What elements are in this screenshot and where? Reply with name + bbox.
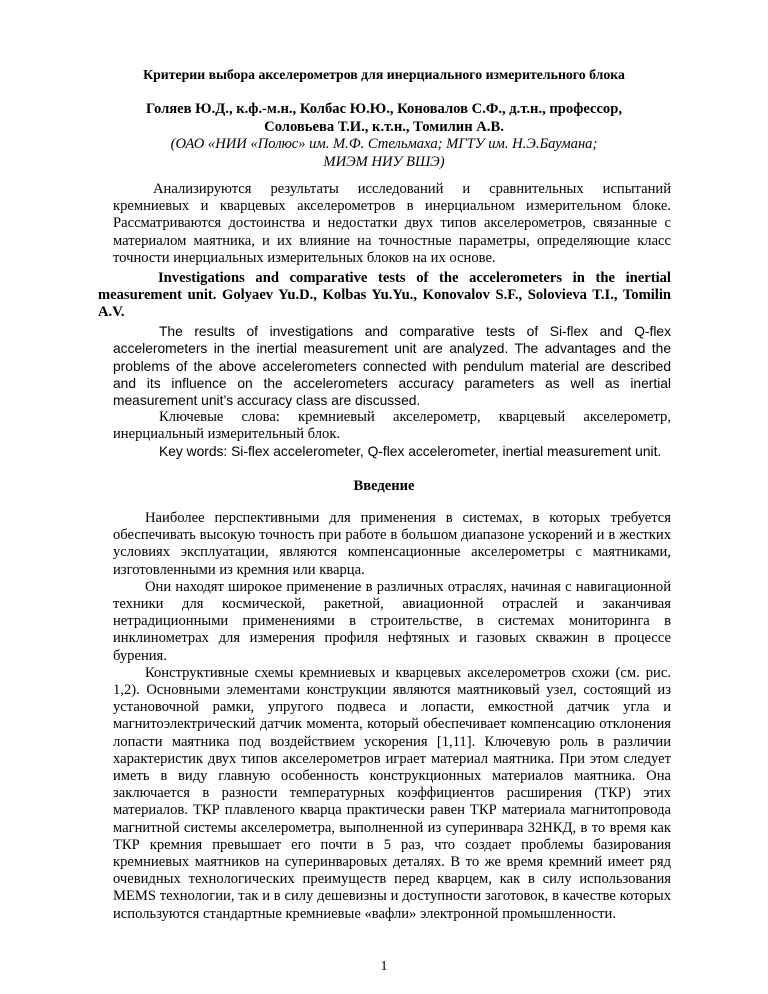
keywords-english [113, 443, 671, 460]
affiliation [0, 135, 768, 171]
affiliation-line-2: МИЭМ НИУ ВШЭ) [323, 154, 445, 170]
keywords-english-text: Key words: Si-flex accelerometer, Q-flex accelerometer, inertial measurement unit. [159, 444, 662, 459]
author-line-1: Голяев Ю.Д., к.ф.-м.н., Колбас Ю.Ю., Коновалов С.Ф., д.т.н., профессор, [145, 101, 622, 117]
body-text [113, 510, 671, 923]
keywords-russian [113, 409, 671, 443]
abstract-russian-text: Анализируются результаты исследований и сравнительных испытаний кремниевых и кварцевых акселерометров в инерциальном измерительном блоке. Рассматриваются достоинства и недостатки двух типов акселерометров, связанные с материалом маятника, и их влияние на точностные параметры, определяющие класс точности инерциальных измерительных блоков на их основе. [113, 181, 671, 266]
keywords-russian-text: Ключевые слова: кремниевый акселерометр, кварцевый акселерометр, инерциальный измерительный блок. [113, 409, 671, 443]
abstract-english [113, 323, 671, 409]
page-number: 1 [380, 959, 388, 974]
body-paragraph: Они находят широкое применение в различных отраслях, начиная с навигационной техники для космической, ракетной, авиационной отраслей и заканчивая нетрадиционными применениями в строительстве, в системах мониторинга в инклинометрах для измерения профиля нефтяных и газовых скважин в процессе бурения. [113, 578, 671, 664]
body-paragraph: Конструктивные схемы кремниевых и кварцевых акселерометров схожи (см. рис. 1,2). Основными элементами конструкции являются маятниковый узел, состоящий из установочной рамки, упругого подвеса и лопасти, емкостной датчик угла и магнитоэлектрический датчик момента, который обеспечивает компенсацию отклонения лопасти маятника под воздействием ускорения [1,11]. Ключевую роль в различии характеристик двух типов акселерометров играет материал маятника. При этом следует иметь в виду главную особенность конструкционных материалов маятника. Она заключается в разности температурных коэффициентов расширения (ТКР) этих материалов. ТКР плавленого кварца практически равен ТКР материала магнитопровода магнитной системы акселерометра, выполненной из суперинвара 32НКД, в то время как ТКР кремния превышает его почти в 5 раз, что создает проблемы базирования кремниевых маятников на суперинваровых деталях. В то же время кремний имеет ряд очевидных технологических преимуществ перед кварцем, как в силу использования MEMS технологии, так и в силу дешевизны и доступности заготовок, в качестве которых используются стандартные кремниевые «вафли» электронной промышленности. [113, 664, 671, 922]
english-title: Investigations and comparative tests of the accelerometers in the inertial measurement unit. Golyaev Yu.D., Kolbas Yu.Yu., Konovalov S.F., Solovieva T.I., Tomilin A.V. [98, 270, 671, 321]
abstract-english-text: The results of investigations and comparative tests of Si-flex and Q-flex accelerometers in the inertial measurement unit are analyzed. The advantages and the problems of the above accelerometers connected with pendulum material are described and its influence on the accelerometers accuracy parameters as well as inertial measurement unit’s accuracy class are discussed. [113, 324, 671, 409]
paper-title: Критерии выбора акселерометров для инерциального измерительного блока [143, 67, 625, 82]
author-line-2: Соловьева Т.И., к.т.н., Томилин А.В. [264, 119, 504, 135]
affiliation-line-1: (ОАО «НИИ «Полюс» им. М.Ф. Стельмаха; МГТУ им. Н.Э.Баумана; [170, 136, 598, 152]
abstract-russian [113, 181, 671, 267]
body-paragraph: Наиболее перспективными для применения в системах, в которых требуется обеспечивать высокую точность при работе в большом диапазоне ускорений и в жестких условиях эксплуатации, являются компенсационные акселерометры с маятниками, изготовленными из кремния или кварца. [113, 510, 671, 578]
author-list [0, 100, 768, 136]
section-heading: Введение [353, 478, 415, 494]
